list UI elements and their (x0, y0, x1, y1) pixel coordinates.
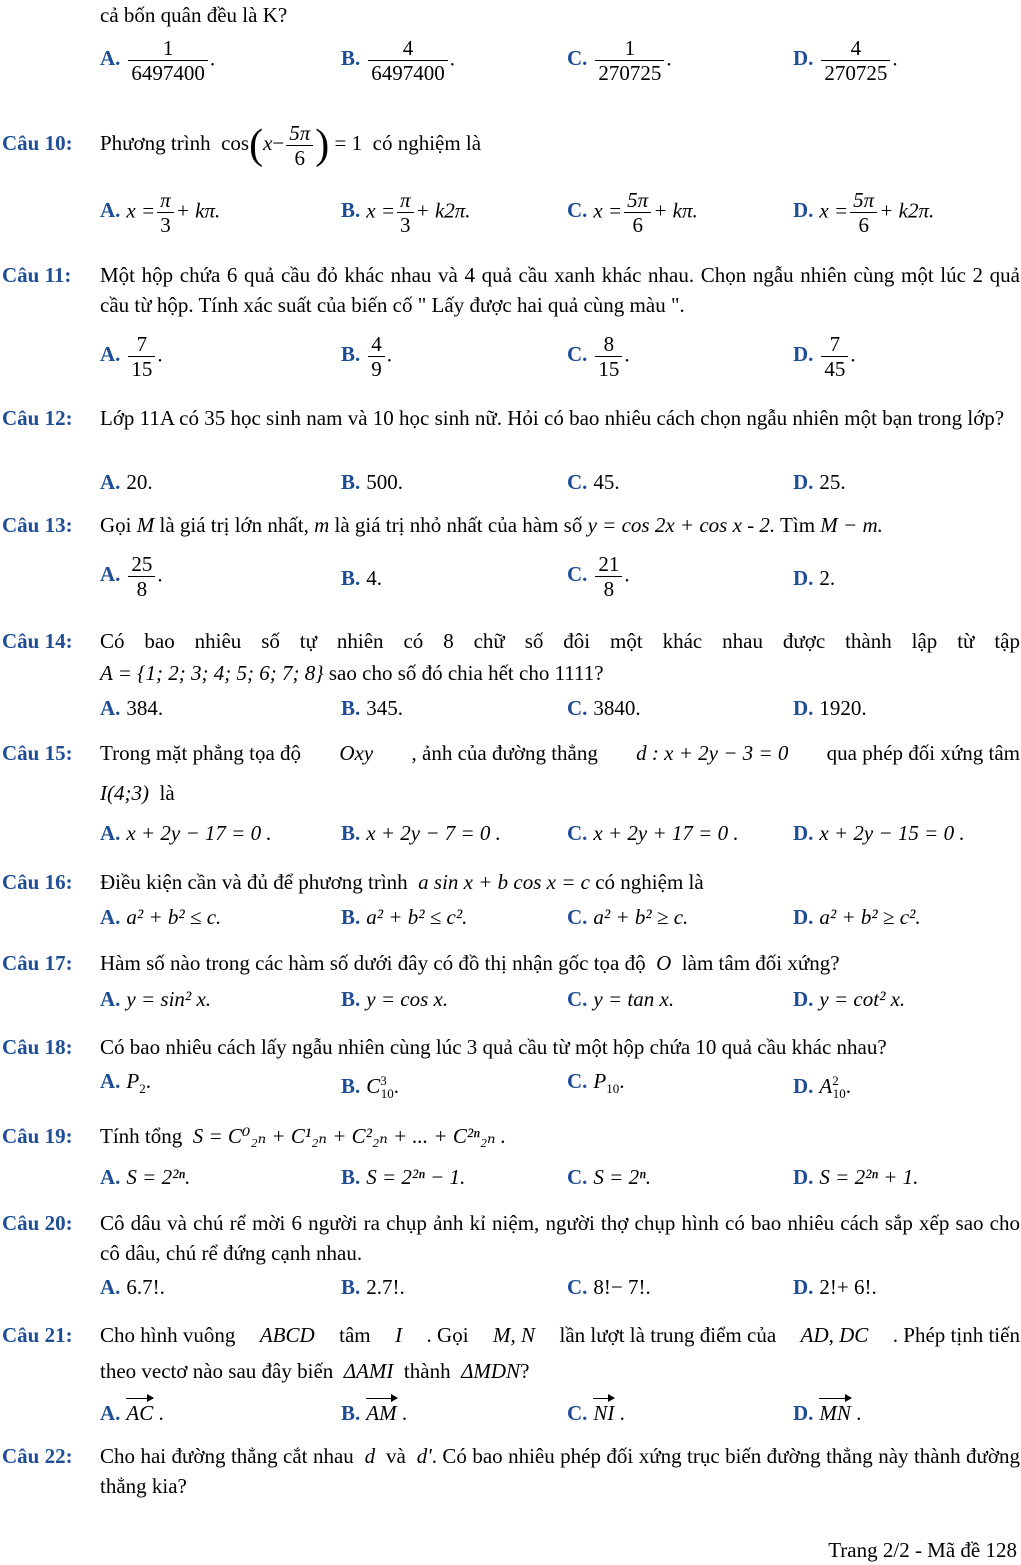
q9-option-d[interactable]: D. $\frac{4}{270725}$ . (793, 36, 898, 85)
q17-option-b[interactable]: B. y = cos x. (341, 987, 449, 1011)
q11-stem: Một hộp chứa 6 quả cầu đỏ khác nhau và 4 quả cầu xanh khác nhau. Chọn ngẫu nhiên cùng một lúc 2 quả cầu từ hộp. Tính xác suất của biến cố " Lấy được hai quả cùng màu ". (100, 263, 1020, 317)
q19-option-c[interactable]: C. S = 2ⁿ. (567, 1165, 651, 1189)
q14-stem-line2: A = {1; 2; 3; 4; 5; 6; 7; 8} sao cho số đó chia hết cho 1111? (100, 661, 604, 685)
question-label: Câu 16: (2, 870, 73, 894)
q20-option-a[interactable]: A. 6.7!. (100, 1275, 165, 1299)
q10-stem: Phương trình cos(x− $\frac{5\pi}{6}$ ) = 1 có nghiệm là (100, 120, 482, 170)
q19-option-d[interactable]: D. S = 2²ⁿ + 1. (793, 1165, 919, 1189)
q18-option-d[interactable]: D. $A^2_{10}$. (793, 1073, 851, 1102)
q15-stem-line1: Trong mặt phẳng tọa độ Oxy , ảnh của đường thẳng d : x + 2y − 3 = 0 qua phép đối xứng tâm (100, 741, 1020, 765)
q14-option-c[interactable]: C. 3840. (567, 696, 641, 720)
q11-option-a[interactable]: A. $\frac{7}{15}$ . (100, 332, 163, 381)
q22-stem: Cho hai đường thẳng cắt nhau d và d'. Có bao nhiêu phép đối xứng trục biến đường thẳng này thành đường thẳng kia? (100, 1444, 1021, 1498)
q21-option-a[interactable]: A. AC . (100, 1398, 164, 1426)
q16-option-d[interactable]: D. a² + b² ≥ c². (793, 905, 921, 929)
question-label: Câu 22: (2, 1444, 73, 1468)
q21-option-b[interactable]: B. AM . (341, 1398, 407, 1426)
q15-stem-line2: I(4;3) là (100, 781, 175, 805)
q17-option-c[interactable]: C. y = tan x. (567, 987, 675, 1011)
q12-stem: Lớp 11A có 35 học sinh nam và 10 học sinh nữ. Hỏi có bao nhiêu cách chọn ngẫu nhiên một bạn trong lớp? (100, 406, 1005, 430)
option-letter: A. (100, 46, 121, 71)
q16-stem: Điều kiện cần và đủ để phương trình a sin x + b cos x = c có nghiệm là (100, 870, 704, 894)
question-label: Câu 15: (2, 741, 73, 765)
q13-option-c[interactable]: C. $\frac{21}{8}$ . (567, 552, 630, 601)
q20-option-b[interactable]: B. 2.7!. (341, 1275, 405, 1299)
q18-stem: Có bao nhiêu cách lấy ngẫu nhiên cùng lúc 3 quả cầu từ một hộp chứa 10 quả cầu khác nhau? (100, 1035, 887, 1059)
q14-option-a[interactable]: A. 384. (100, 696, 164, 720)
question-label: Câu 11: (2, 263, 72, 287)
q12-option-c[interactable]: C. 45. (567, 470, 620, 494)
q10-option-c[interactable]: C. x = $\frac{5\pi}{6}$ + kπ. (567, 188, 698, 237)
question-label: Câu 19: (2, 1124, 73, 1148)
question-label: Câu 12: (2, 406, 73, 430)
q17-stem: Hàm số nào trong các hàm số dưới đây có đồ thị nhận gốc tọa độ O làm tâm đối xứng? (100, 951, 840, 975)
q15-option-a[interactable]: A. x + 2y − 17 = 0 . (100, 821, 272, 845)
q13-option-d[interactable]: D. 2. (793, 566, 836, 590)
question-label: Câu 18: (2, 1035, 73, 1059)
q13-option-a[interactable]: A. $\frac{25}{8}$ . (100, 552, 163, 601)
question-label: Câu 17: (2, 951, 73, 975)
vector-arrow: MN (819, 1398, 851, 1426)
q11-option-d[interactable]: D. $\frac{7}{45}$ . (793, 332, 856, 381)
q13-stem: Gọi M là giá trị lớn nhất, m là giá trị nhỏ nhất của hàm số y = cos 2x + cos x - 2. Tìm M − m. (100, 513, 883, 537)
q18-option-c[interactable]: C. $P_{10}$. (567, 1069, 625, 1097)
fraction: $\frac{4}{270725}$ (821, 36, 890, 85)
q17-option-a[interactable]: A. y = sin² x. (100, 987, 212, 1011)
q14-option-d[interactable]: D. 1920. (793, 696, 867, 720)
vector-arrow: AM (366, 1398, 396, 1426)
q16-option-c[interactable]: C. a² + b² ≥ c. (567, 905, 689, 929)
q10-option-d[interactable]: D. x = $\frac{5\pi}{6}$ + k2π. (793, 188, 935, 237)
q19-option-b[interactable]: B. S = 2²ⁿ − 1. (341, 1165, 466, 1189)
q12-option-d[interactable]: D. 25. (793, 470, 846, 494)
q14-stem-line1: Có bao nhiêu số tự nhiên có 8 chữ số đôi một khác nhau được thành lập từ tập (100, 629, 1020, 653)
question-label: Câu 10: (2, 131, 73, 155)
fraction: $\frac{4}{6497400}$ (368, 36, 448, 85)
q19-stem: Tính tổng S = C⁰₂ₙ + C¹₂ₙ + C²₂ₙ + ... + C²ⁿ₂ₙ . (100, 1124, 507, 1148)
page-footer: Trang 2/2 - Mã đề 128 (828, 1538, 1017, 1562)
option-letter: D. (793, 46, 814, 71)
q16-option-a[interactable]: A. a² + b² ≤ c. (100, 905, 222, 929)
q12-option-a[interactable]: A. 20. (100, 470, 153, 494)
question-label: Câu 20: (2, 1211, 73, 1235)
question-label: Câu 13: (2, 513, 73, 537)
q11-option-b[interactable]: B. $\frac{4}{9}$ . (341, 332, 393, 381)
vector-arrow: NI (593, 1398, 614, 1426)
q11-option-c[interactable]: C. $\frac{8}{15}$ . (567, 332, 630, 381)
q9-option-b[interactable]: B. $\frac{4}{6497400}$ . (341, 36, 456, 85)
q14-option-b[interactable]: B. 345. (341, 696, 404, 720)
q17-option-d[interactable]: D. y = cot² x. (793, 987, 906, 1011)
q13-option-b[interactable]: B. 4. (341, 566, 383, 590)
q21-stem-line2: theo vectơ nào sau đây biến ΔAMI thành ΔMDN? (100, 1359, 530, 1383)
q12-option-b[interactable]: B. 500. (341, 470, 404, 494)
q15-option-b[interactable]: B. x + 2y − 7 = 0 . (341, 821, 501, 845)
q19-option-a[interactable]: A. S = 2²ⁿ. (100, 1165, 191, 1189)
q20-stem: Cô dâu và chú rể mời 6 người ra chụp ảnh kỉ niệm, người thợ chụp hình có bao nhiêu cách sắp xếp sao cho cô dâu, chú rể đứng cạnh nhau. (100, 1211, 1020, 1265)
question-label: Câu 14: (2, 629, 73, 653)
q9-stem-end: cả bốn quân đều là K? (100, 3, 288, 27)
question-label: Câu 21: (2, 1323, 73, 1347)
q16-option-b[interactable]: B. a² + b² ≤ c². (341, 905, 468, 929)
option-letter: B. (341, 46, 361, 71)
q15-option-c[interactable]: C. x + 2y + 17 = 0 . (567, 821, 739, 845)
q10-option-b[interactable]: B. x = $\frac{\pi}{3}$ + k2π. (341, 188, 471, 237)
q15-option-d[interactable]: D. x + 2y − 15 = 0 . (793, 821, 965, 845)
q9-option-a[interactable]: A. $\frac{1}{6497400}$ . (100, 36, 216, 85)
q9-option-c[interactable]: C. $\frac{1}{270725}$ . (567, 36, 672, 85)
option-letter: C. (567, 46, 588, 71)
q20-option-d[interactable]: D. 2!+ 6!. (793, 1275, 877, 1299)
q21-stem-line1: Cho hình vuông ABCD tâm I . Gọi M, N lần lượt là trung điểm của AD, DC . Phép tịnh tiến (100, 1323, 1020, 1347)
fraction: $\frac{1}{6497400}$ (128, 36, 208, 85)
q10-option-a[interactable]: A. x = $\frac{\pi}{3}$ + kπ. (100, 188, 221, 237)
vector-arrow: AC (126, 1398, 153, 1426)
q18-option-a[interactable]: A. $P_2$. (100, 1069, 151, 1097)
q21-option-d[interactable]: D. MN . (793, 1398, 861, 1426)
q18-option-b[interactable]: B. $C^3_{10}$. (341, 1073, 400, 1102)
fraction: $\frac{1}{270725}$ (595, 36, 664, 85)
q21-option-c[interactable]: C. NI . (567, 1398, 625, 1426)
q20-option-c[interactable]: C. 8!− 7!. (567, 1275, 651, 1299)
